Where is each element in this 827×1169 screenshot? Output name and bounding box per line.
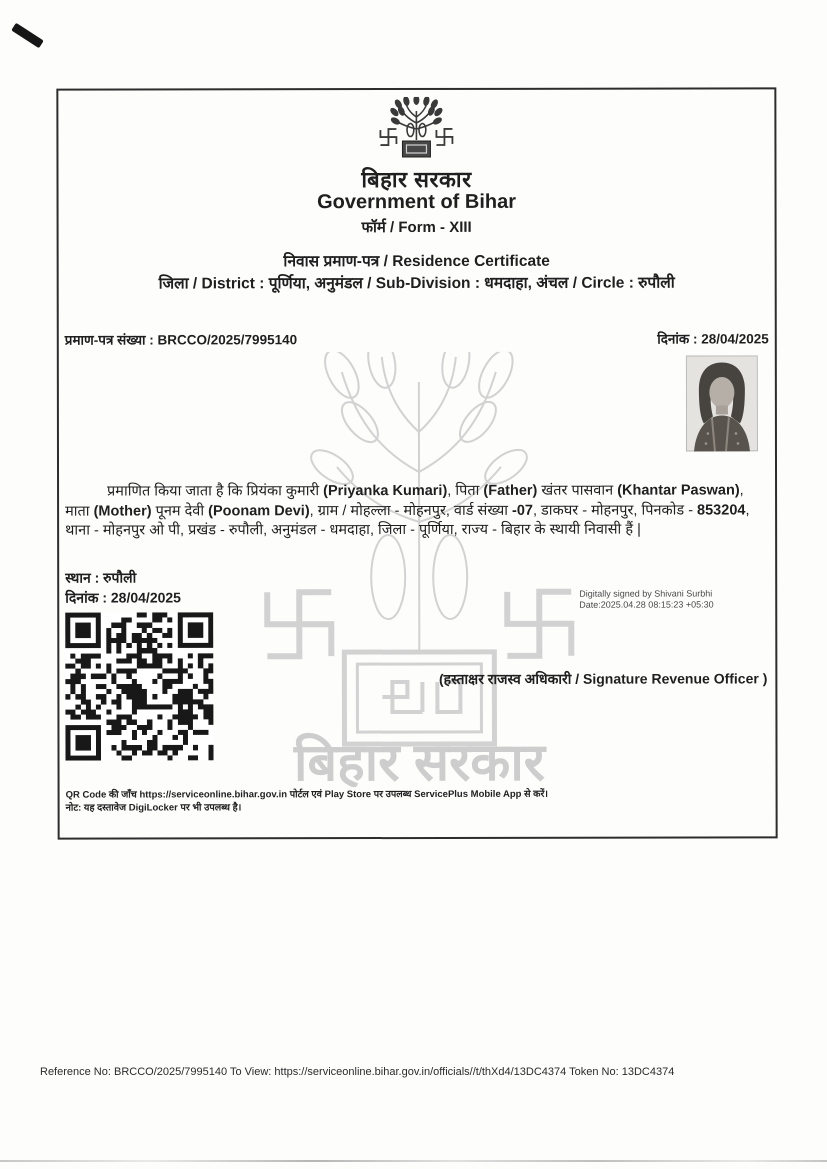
certificate-number: प्रमाण-पत्र संख्या : BRCCO/2025/7995140: [64, 332, 298, 348]
district-subdivision-circle-line: जिला / District : पूर्णिया, अनुमंडल / Sub-Division : धमदाहा, अंचल / Circle : रुपौली: [158, 274, 675, 293]
meta-row: [65, 329, 769, 348]
digital-signature-stamp: [579, 588, 713, 610]
qr-code: [65, 612, 213, 760]
issue-place-date-block: [65, 567, 181, 607]
swastika-left-icon: [380, 129, 396, 145]
bihar-watermark-icon: [192, 352, 648, 788]
scan-artifact-mark: [11, 23, 44, 49]
issue-date: दिनांक : 28/04/2025: [65, 589, 181, 606]
certificate-date: दिनांक : 28/04/2025: [657, 331, 769, 347]
signature-revenue-officer-caption: (हस्ताक्षर राजस्व अधिकारी / Signature Revenue Officer ): [438, 670, 768, 687]
government-title-hindi: बिहार सरकार: [361, 166, 472, 193]
watermark-text: बिहार सरकार: [293, 733, 546, 788]
scan-edge-shadow: [0, 1160, 827, 1162]
footer-reference-line: Reference No: BRCCO/2025/7995140 To View: https://serviceonline.bihar.gov.in/officials//t/thXd4/13DC4374 Token No: 13DC4374: [40, 1066, 675, 1078]
swastika-right-icon: [436, 129, 452, 145]
qr-note-line2: नोट: यह दस्तावेज DigiLocker पर भी उपलब्ध है।: [65, 802, 242, 814]
qr-note-line1: QR Code की जाँच https://serviceonline.bihar.gov.in पोर्टल एवं Play Store पर उपलब्ध ServicePlus Mobile App से करें।: [65, 788, 548, 801]
qr-code-canvas: [65, 612, 213, 760]
government-title-english: Government of Bihar: [317, 190, 517, 214]
certificate-title: निवास प्रमाण-पत्र / Residence Certificate: [283, 252, 550, 271]
digital-signature-line1: Digitally signed by Shivani Surbhi: [579, 588, 713, 599]
form-number-line: फॉर्म / Form - XIII: [361, 218, 472, 237]
qr-verification-note: [66, 788, 548, 815]
digital-signature-line2: Date:2025.04.28 08:15:23 +05:30: [579, 599, 714, 610]
certificate-frame: [56, 87, 777, 839]
certificate-body-text: प्रमाणित किया जाता है कि प्रियंका कुमारी (Priyanka Kumari), पिता (Father) खंतर पासवान (Khantar Paswan), माता (Mother) पूनम देवी (Poonam Devi), ग्राम / मोहल्ला - मोहनपुर, वार्ड संख्या -07, डाकघर - मोहनपुर, पिनकोड - 853204, थाना - मोहनपुर ओ पी, प्रखंड - रुपौली, अनुमंडल - धमदाहा, जिला - पूर्णिया, राज्य - बिहार के स्थायी निवासी हैं |: [65, 482, 750, 539]
issue-place: स्थान : रुपौली: [65, 569, 137, 586]
bihar-emblem-icon: [370, 97, 462, 166]
applicant-photo: [686, 355, 758, 451]
